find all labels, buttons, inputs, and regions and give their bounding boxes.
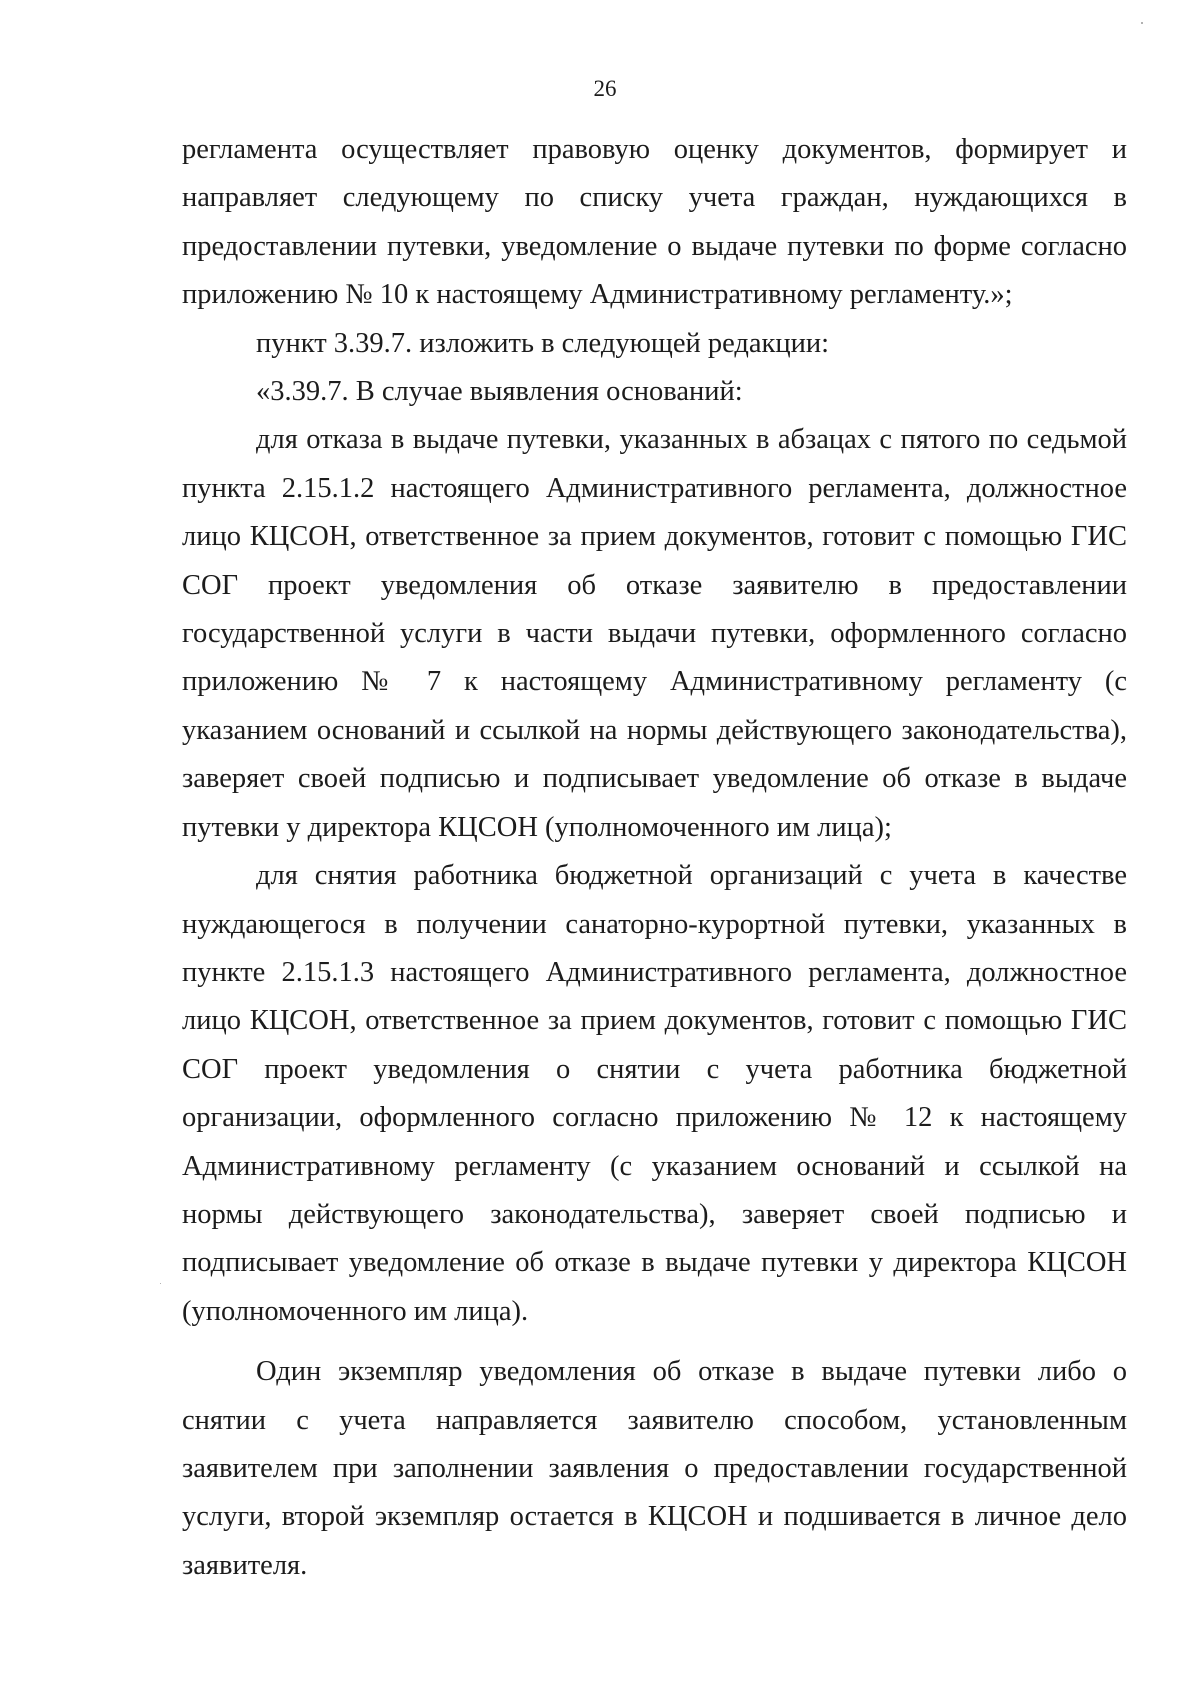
- paragraph-notice-copies: Один экземпляр уведомления об отказе в выдаче путевки либо о снятии с учета направляется заявителю способом, установленным заявителем при заполнении заявления о предоставлении государственной услуги, второй экземпляр остается в КЦСОН и подшивается в личное дело заявителя.: [182, 1356, 1127, 1581]
- page-number: 26: [593, 76, 617, 101]
- scan-speck: [160, 1283, 161, 1284]
- paragraph-clause-amendment: пункт 3.39.7. изложить в следующей редакции:: [256, 327, 830, 359]
- paragraph-deregistration-grounds: для снятия работника бюджетной организаций с учета в качестве нуждающегося в получении санаторно-курортной путевки, указанных в пункте 2.15.1.3 настоящего Административного регламента, должностное лицо КЦСОН, ответственное за прием документов, готовит с помощью ГИС СОГ проект уведомления о снятии с учета работника бюджетной организации, оформленного согласно приложению № 12 к настоящему Административному регламенту (с указанием оснований и ссылкой на нормы действующего законодательства), заверяет своей подписью и подписывает уведомление об отказе в выдаче путевки у директора КЦСОН (уполномоченного им лица).: [182, 860, 1127, 1327]
- document-body: [182, 126, 1127, 1590]
- paragraph-refusal-grounds: для отказа в выдаче путевки, указанных в абзацах с пятого по седьмой пункта 2.15.1.2 настоящего Административного регламента, должностное лицо КЦСОН, ответственное за прием документов, готовит с помощью ГИС СОГ проект уведомления об отказе заявителю в предоставлении государственной услуги в части выдачи путевки, оформленного согласно приложению № 7 к настоящему Административному регламенту (с указанием оснований и ссылкой на нормы действующего законодательства), заверяет своей подписью и подписывает уведомление об отказе в выдаче путевки у директора КЦСОН (уполномоченного им лица);: [182, 424, 1127, 843]
- paragraph-regulation-continuation: регламента осуществляет правовую оценку документов, формирует и направляет следующему по списку учета граждан, нуждающихся в предоставлении путевки, уведомление о выдаче путевки по форме согласно приложению № 10 к настоящему Административному регламенту.»;: [182, 134, 1127, 311]
- scan-speck: [1141, 22, 1143, 24]
- paragraph-clause-heading: «3.39.7. В случае выявления оснований:: [256, 376, 743, 408]
